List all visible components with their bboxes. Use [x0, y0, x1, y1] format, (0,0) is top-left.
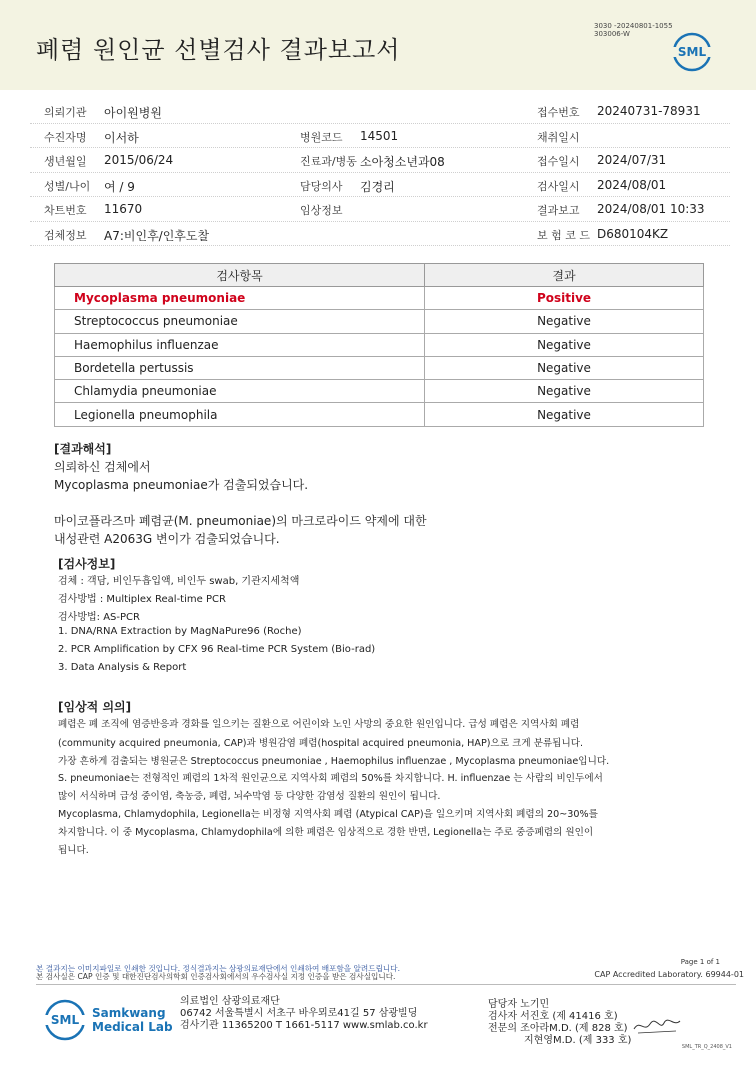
tested-value: 2024/08/01: [597, 177, 667, 192]
test-result: Negative: [425, 356, 704, 379]
reported-label: 결과보고: [537, 204, 580, 217]
info-row: [30, 222, 730, 247]
report-title: 폐렴 원인균 선별검사 결과보고서: [36, 36, 401, 64]
interpretation-line: 의뢰하신 검체에서: [54, 460, 151, 474]
info-row: [30, 124, 730, 149]
doctor-label: 담당의사: [300, 179, 343, 193]
sml-logo-icon: [44, 999, 86, 1041]
clinical-info-label: 임상정보: [300, 204, 343, 217]
col-item-header: 검사항목: [55, 264, 425, 287]
page-number: Page 1 of 1: [680, 958, 720, 966]
chart-label: 차트번호: [44, 204, 87, 217]
form-code: SML_TR_Q_2408_V1: [681, 1044, 732, 1050]
chart-value: 11670: [104, 202, 143, 216]
results-table: [54, 263, 704, 427]
interpretation-title: [결과해석]: [54, 442, 112, 456]
test-info-line: 1. DNA/RNA Extraction by MagNaPure96 (Roche): [58, 626, 302, 637]
reported-value: 2024/08/01 10:33: [597, 202, 705, 216]
test-info-line: 검사방법: AS-PCR: [58, 612, 140, 623]
received-label: 접수일시: [537, 155, 580, 168]
test-item-name: Haemophilus influenzae: [55, 333, 425, 356]
clinical-line: 폐렴은 폐 조직에 염증반응과 경화를 일으키는 질환으로 어린이와 노인 사망의 중요한 원인입니다. 급성 폐렴은 지역사회 폐렴: [58, 719, 580, 730]
interpretation-line: 내성관련 A2063G 변이가 검출되었습니다.: [54, 532, 280, 546]
test-info-line: 3. Data Analysis & Report: [58, 662, 187, 673]
staff-info: [488, 999, 631, 1047]
interpretation-line: Mycoplasma pneumoniae가 검출되었습니다.: [54, 478, 309, 492]
birth-value: 2015/06/24: [104, 153, 174, 167]
patient-name-value: 이서하: [104, 130, 139, 145]
test-item-name: Bordetella pertussis: [55, 356, 425, 379]
brand-name: [92, 1006, 173, 1034]
test-result: Negative: [425, 333, 704, 356]
test-item-name: Mycoplasma pneumoniae: [55, 287, 425, 310]
clinical-line: Mycoplasma, Chlamydophila, Legionella는 비정형 지역사회 폐렴 (Atypical CAP)을 일으키며 지역사회 폐렴의 20~30%를: [58, 809, 598, 820]
results-header-row: [55, 264, 704, 287]
collection-label: 채취일시: [537, 130, 580, 144]
doctor-value: 김경리: [360, 179, 395, 194]
test-info-line: 검사방법 : Multiplex Real-time PCR: [58, 594, 226, 605]
info-row: [30, 173, 730, 198]
hospital-code-value: 14501: [360, 128, 399, 143]
info-row: [30, 148, 730, 173]
org-name: 의료법인 삼광의료재단: [180, 996, 280, 1007]
dept-label: 진료과/병동: [300, 155, 357, 168]
test-info-line: 2. PCR Amplification by CFX 96 Real-time PCR System (Bio-rad): [58, 644, 376, 655]
signature-icon: [632, 1015, 682, 1037]
accreditation-notice: 본 검사실은 CAP 인증 및 대한진단검사의학회 인증검사회에서의 우수검사실 지정 인증을 받은 검사실입니다.: [36, 972, 396, 981]
document-code-1: 3030 -20240801-1055: [594, 22, 673, 30]
clinical-line: 가장 흔하게 검출되는 병원균은 Streptococcus pneumoniae , Haemophilus influenzae , Mycoplasma pneumoniae입니다.: [58, 756, 610, 767]
org-contact: 검사기관 11365200 T 1661-5117 www.smlab.co.kr: [180, 1020, 428, 1031]
col-result-header: 결과: [425, 264, 704, 287]
insurance-label: 보 험 코 드: [537, 228, 590, 242]
birth-label: 생년월일: [44, 155, 87, 168]
clinical-line: 많이 서식하며 급성 중이염, 축농증, 폐렴, 뇌수막염 등 다양한 감염성 질환의 원인이 됩니다.: [58, 791, 441, 802]
table-row: [55, 403, 704, 426]
staff-line: 전문의 조아라M.D. (제 828 호): [488, 1023, 628, 1034]
test-result: Positive: [425, 287, 704, 310]
specimen-label: 검체정보: [44, 228, 87, 242]
clinical-line: 됩니다.: [58, 845, 89, 856]
institution-value: 아이원병원: [104, 106, 162, 120]
document-code: [594, 22, 673, 38]
table-row: [55, 310, 704, 333]
test-result: Negative: [425, 310, 704, 333]
staff-line: 담당자 노기민: [488, 999, 550, 1010]
receipt-no-label: 접수번호: [537, 106, 580, 119]
org-address: 06742 서울특별시 서초구 바우뫼로41길 57 삼광빌딩: [180, 1008, 418, 1019]
hospital-code-label: 병원코드: [300, 130, 343, 144]
cap-accreditation: CAP Accredited Laboratory. 69944-01: [594, 970, 744, 979]
patient-info: [30, 99, 730, 246]
brand-line: Medical Lab: [92, 1020, 173, 1034]
staff-line: 지현영M.D. (제 333 호): [524, 1035, 632, 1046]
clinical-line: (community acquired pneumonia, CAP)과 병원감염 폐렴(hospital acquired pneumonia, HAP)으로 크게 분류됩니다.: [58, 738, 584, 749]
table-row: [55, 287, 704, 310]
test-item-name: Legionella pneumophila: [55, 403, 425, 426]
received-value: 2024/07/31: [597, 153, 667, 167]
info-row: [30, 99, 730, 124]
sml-logo-icon: [672, 32, 712, 72]
test-info-title: [검사정보]: [58, 557, 116, 571]
brand-line: Samkwang: [92, 1006, 166, 1020]
logo-text: SML: [50, 1013, 80, 1027]
clinical-line: 차지합니다. 이 중 Mycoplasma, Chlamydophila에 의한 폐렴은 임상적으로 경한 반면, Legionella는 주로 중증폐렴의 원인이: [58, 827, 594, 838]
patient-name-label: 수진자명: [44, 130, 87, 144]
table-row: [55, 356, 704, 379]
report-header: [0, 0, 756, 90]
organization-info: [180, 996, 428, 1032]
footer-divider: [36, 984, 736, 985]
document-code-2: 303006-W: [594, 30, 630, 38]
info-row: [30, 197, 730, 222]
test-result: Negative: [425, 380, 704, 403]
print-notice: 본 결과지는 이미지파일로 인쇄한 것입니다. 정식결과지는 삼광의료재단에서 인쇄하여 배포함을 알려드립니다.: [36, 964, 400, 973]
staff-line: 검사자 서진호 (제 41416 호): [488, 1011, 618, 1022]
receipt-no-value: 20240731-78931: [597, 104, 701, 118]
table-row: [55, 380, 704, 403]
clinical-title: [임상적 의의]: [58, 700, 132, 714]
sex-age-value: 여 / 9: [104, 179, 135, 194]
interpretation-line: 마이코플라즈마 폐렴균(M. pneumoniae)의 마크로라이드 약제에 대한: [54, 514, 427, 528]
test-item-name: Chlamydia pneumoniae: [55, 380, 425, 403]
tested-label: 검사일시: [537, 179, 580, 193]
insurance-value: D680104KZ: [597, 226, 669, 241]
test-item-name: Streptococcus pneumoniae: [55, 310, 425, 333]
test-result: Negative: [425, 403, 704, 426]
sex-age-label: 성별/나이: [44, 179, 91, 193]
institution-label: 의뢰기관: [44, 106, 87, 119]
logo-text: SML: [677, 45, 707, 59]
table-row: [55, 333, 704, 356]
clinical-line: S. pneumoniae는 전형적인 폐렴의 1차적 원인균으로 지역사회 폐렴의 50%를 차지합니다. H. influenzae 는 사람의 비인두에서: [58, 773, 603, 784]
specimen-value: A7:비인후/인후도찰: [104, 228, 210, 243]
test-info-line: 검체 : 객담, 비인두흡입액, 비인두 swab, 기관지세척액: [58, 576, 300, 587]
dept-value: 소아청소년과08: [360, 155, 445, 169]
